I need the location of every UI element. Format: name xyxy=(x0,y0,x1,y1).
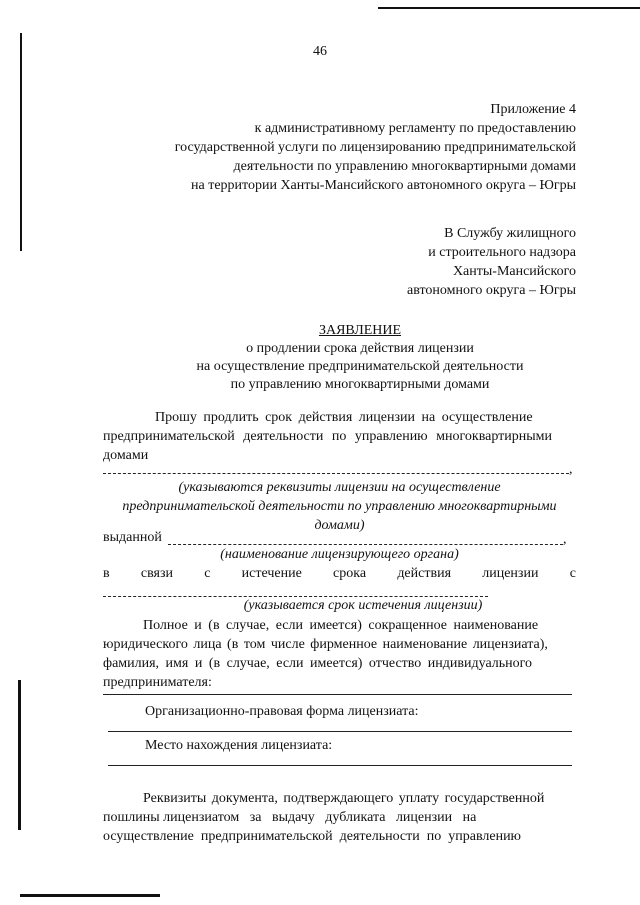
issuer-field[interactable] xyxy=(168,544,563,545)
request-line: домами xyxy=(103,448,149,463)
request-line: Прошу продлить срок действия лицензии на осуществление xyxy=(155,410,533,425)
addressee-line: и строительного надзора xyxy=(428,245,576,260)
document-title-block xyxy=(100,322,620,394)
appendix-block xyxy=(100,100,576,195)
document-subtitle-line: на осуществление предпринимательской деятельности xyxy=(196,359,524,374)
org-form-label: Организационно-правовая форма лицензиата: xyxy=(145,704,419,719)
comma: , xyxy=(569,462,573,477)
name-paragraph xyxy=(103,616,576,692)
fee-line: осуществление предпринимательской деятельности по управлению xyxy=(103,829,522,844)
location-field[interactable] xyxy=(108,765,572,766)
scan-mark-bottom xyxy=(20,894,160,897)
fee-line: Реквизиты документа, подтверждающего уплату государственной xyxy=(143,791,545,806)
comma: , xyxy=(563,532,567,547)
name-line: Полное и (в случае, если имеется) сокращенное наименование xyxy=(143,618,539,633)
fee-line: пошлины лицензиатом за выдачу дубликата лицензии на xyxy=(103,810,477,825)
issuer-hint: (наименование лицензирующего органа) xyxy=(220,547,459,562)
name-line: фамилия, имя и (в случае, если имеется) отчество индивидуального xyxy=(103,656,533,671)
expiry-word: лицензии xyxy=(482,566,539,581)
expiry-word: связи xyxy=(140,566,173,581)
expiry-word: с xyxy=(204,566,211,581)
expiry-hint: (указывается срок истечения лицензии) xyxy=(243,598,483,613)
expiry-word: в xyxy=(103,566,110,581)
org-form-field[interactable] xyxy=(108,731,572,732)
page-number: 46 xyxy=(313,44,327,59)
expiry-word: действия xyxy=(397,566,452,581)
location-label: Место нахождения лицензиата: xyxy=(145,738,333,753)
document-subtitle-line: по управлению многоквартирными домами xyxy=(230,377,490,392)
addressee-line: автономного округа – Югры xyxy=(407,283,576,298)
expiry-word: с xyxy=(569,566,576,581)
appendix-line: государственной услуги по лицензированию предпринимательской xyxy=(174,140,576,155)
hint-line: (указываются реквизиты лицензии на осуществление xyxy=(178,480,501,495)
scan-mark-left-lower xyxy=(18,680,21,830)
request-line: предпринимательской деятельности по управлению многоквартирными xyxy=(103,429,553,444)
appendix-line: к административному регламенту по предоставлению xyxy=(254,121,576,136)
fee-paragraph xyxy=(103,789,576,846)
addressee-line: Ханты-Мансийского xyxy=(452,264,576,279)
license-details-hint xyxy=(103,478,576,535)
scan-mark-top xyxy=(378,7,640,9)
addressee-block xyxy=(300,224,576,300)
expiry-word: срока xyxy=(333,566,367,581)
name-line: предпринимателя: xyxy=(103,675,212,690)
license-details-field[interactable] xyxy=(103,473,569,474)
expiry-date-field[interactable] xyxy=(103,596,488,597)
document-subtitle-line: о продлении срока действия лицензии xyxy=(246,341,474,356)
expiry-line xyxy=(103,566,576,582)
appendix-line: деятельности по управлению многоквартирными домами xyxy=(233,159,576,174)
issued-label: выданной xyxy=(103,530,162,545)
document-title: ЗАЯВЛЕНИЕ xyxy=(318,323,402,338)
licensee-name-field[interactable] xyxy=(103,694,572,695)
appendix-line: Приложение 4 xyxy=(490,102,576,117)
hint-line: домами) xyxy=(314,518,365,533)
hint-line: предпринимательской деятельности по управлению многоквартирными xyxy=(122,499,557,514)
request-paragraph xyxy=(103,408,576,465)
addressee-line: В Службу жилищного xyxy=(444,226,576,241)
expiry-word: истечение xyxy=(241,566,302,581)
appendix-line: на территории Ханты-Мансийского автономного округа – Югры xyxy=(191,178,576,193)
name-line: юридического лица (в том числе фирменное наименование лицензиата), xyxy=(103,637,548,652)
scan-mark-left-upper xyxy=(20,33,22,251)
